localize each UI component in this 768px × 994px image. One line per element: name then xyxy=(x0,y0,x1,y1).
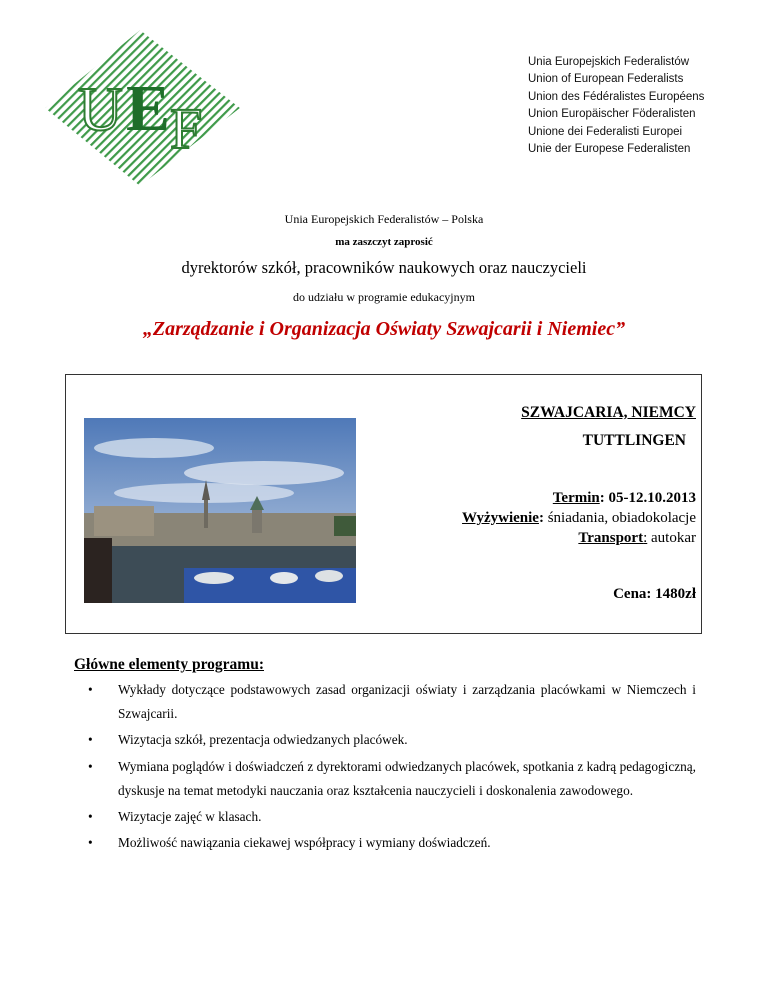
price: Cena: 1480zł xyxy=(613,586,696,602)
transport-label: Transport xyxy=(578,530,644,546)
term-row: Termin: 05-12.10.2013 xyxy=(552,490,696,506)
language-list xyxy=(528,54,704,158)
svg-text:E: E xyxy=(126,72,171,145)
list-item: • Możliwość nawiązania ciekawej współpracy i wymiany doświadczeń. xyxy=(88,835,491,851)
program-list xyxy=(86,678,696,855)
term-value: 05-12.10.2013 xyxy=(604,490,696,506)
program-heading: Główne elementy programu: xyxy=(74,656,264,673)
list-item: • Wizytacja szkół, prezentacja odwiedzanych placówek. xyxy=(88,732,408,748)
food-label: Wyżywienie xyxy=(462,510,539,526)
list-item: • Wykłady dotyczące podstawowych zasad organizacji oświaty i zarządzania placówkami w Niemczech i Szwajcarii. xyxy=(88,682,696,722)
language-item: Union des Fédéralistes Européens xyxy=(528,90,705,103)
svg-text:F: F xyxy=(170,96,203,161)
language-item: Unia Europejskich Federalistów xyxy=(528,56,690,68)
svg-text:U: U xyxy=(78,76,123,144)
countries: SZWAJCARIA, NIEMCY xyxy=(521,404,696,421)
honor-line: ma zaszczyt zaprosić xyxy=(335,236,433,248)
term-label: Termin xyxy=(552,490,600,506)
language-item: Unione dei Federalisti Europei xyxy=(528,125,683,138)
invite-line: do udziału w programie edukacyjnym xyxy=(293,290,475,304)
program-title: „Zarządzanie i Organizacja Oświaty Szwajcarii i Niemiec” xyxy=(142,318,626,340)
zurich-photo xyxy=(84,418,356,603)
language-item: Union of European Federalists xyxy=(528,73,684,86)
language-item: Union Europäischer Föderalisten xyxy=(528,108,696,121)
food-row: Wyżywienie: śniadania, obiadokolacje xyxy=(462,510,696,526)
audience-line: dyrektorów szkół, pracowników naukowych oraz nauczycieli xyxy=(181,258,587,277)
transport-value: autokar xyxy=(647,530,696,546)
city: TUTTLINGEN xyxy=(582,432,686,449)
organization-line: Unia Europejskich Federalistów – Polska xyxy=(284,212,484,226)
list-item: • Wizytacje zajęć w klasach. xyxy=(88,809,262,825)
language-item: Unie der Europese Federalisten xyxy=(528,143,691,156)
transport-row: Transport: autokar xyxy=(578,530,696,546)
list-item: • Wymiana poglądów i doświadczeń z dyrektorami odwiedzanych placówek, spotkania z kadrą pedagogiczną, dyskusje na temat metodyki nauczania oraz kształcenia nauczycieli i doskonalenia zawodowego. xyxy=(88,758,696,798)
food-value: śniadania, obiadokolacje xyxy=(543,510,696,526)
